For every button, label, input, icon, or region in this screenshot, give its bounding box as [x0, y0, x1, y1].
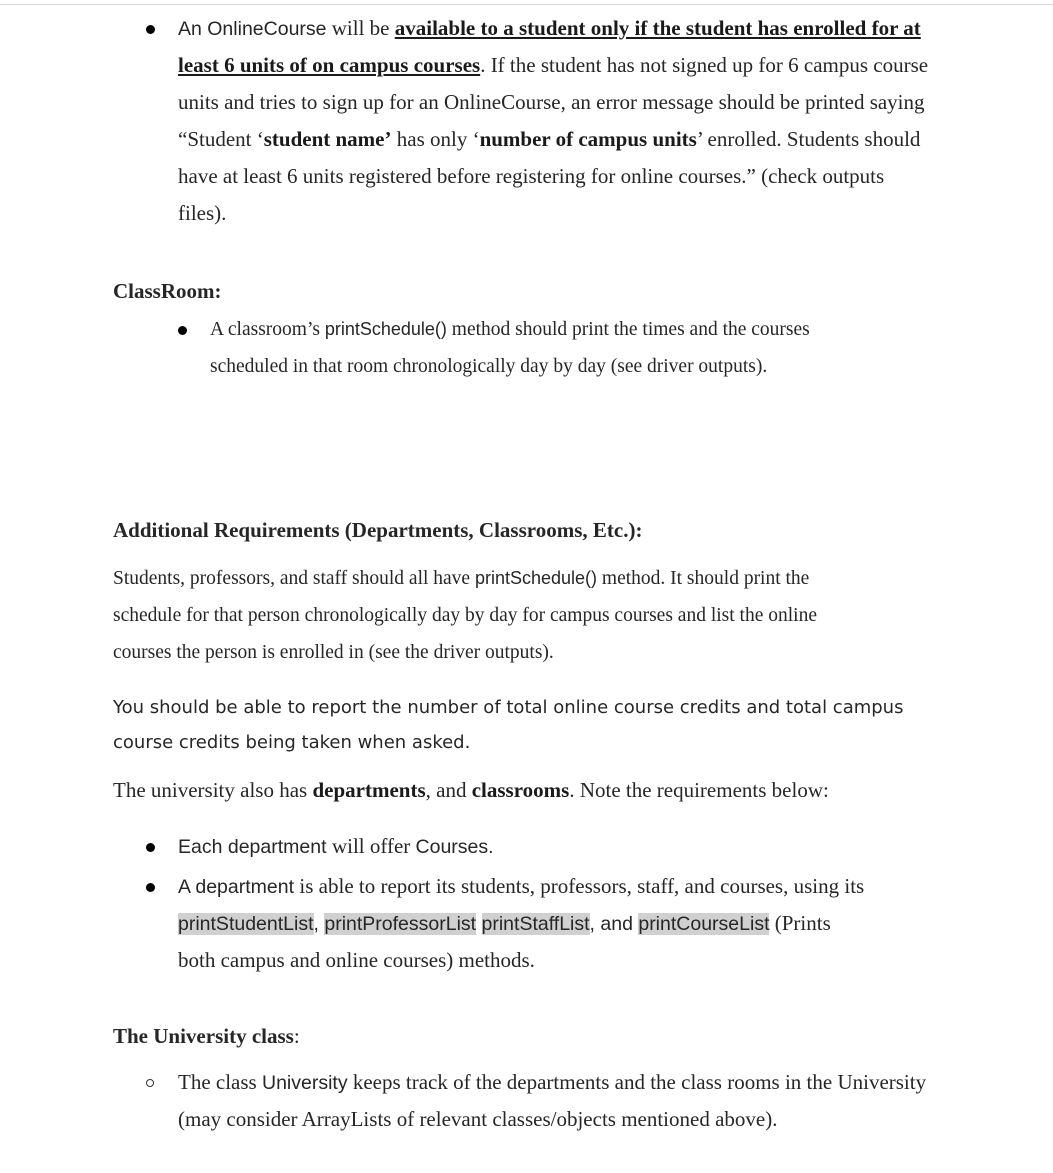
method-print-schedule: printSchedule() — [474, 568, 598, 588]
top-divider — [0, 4, 1053, 5]
classroom-bullet-text — [210, 311, 810, 385]
additional-paragraph-2 — [113, 690, 903, 760]
hollow-bullet — [146, 1079, 154, 1087]
additional-paragraph-1 — [113, 560, 817, 671]
online-course-bullet-text — [178, 10, 928, 232]
classroom-heading: ClassRoom: — [113, 279, 222, 303]
additional-requirements-heading: Additional Requirements (Departments, Classrooms, Etc.): — [113, 518, 643, 542]
university-class-heading: The University class: — [113, 1024, 300, 1048]
text-line: You should be able to report the number of total online course credits and total campus — [113, 697, 904, 718]
class-name-online-course: An OnlineCourse — [178, 18, 327, 40]
text-line: (may consider ArrayLists of relevant classes/objects mentioned above). — [178, 1107, 778, 1131]
text-line: Students, professors, and staff should all have printSchedule() method. It should print the — [113, 568, 810, 589]
bullet-dot — [146, 883, 155, 892]
placeholder-campus-units: number of campus units — [479, 127, 697, 151]
bullet-dot — [146, 843, 155, 852]
emphasis-requirement: least 6 units of on campus courses — [178, 53, 481, 77]
university-bullet-text — [178, 1064, 926, 1138]
text-line: scheduled in that room chronologically day by day (see driver outputs). — [210, 356, 768, 377]
text-line: “Student ‘student name’ has only ‘number of campus units’ enrolled. Students should — [178, 127, 921, 151]
text-line: have at least 6 units registered before registering for online courses.” (check outputs — [178, 164, 885, 188]
text-line: courses the person is enrolled in (see the driver outputs). — [113, 642, 554, 663]
text-line: An OnlineCourse will be available to a student only if the student has enrolled for at — [178, 16, 921, 40]
method-print-professor-list: printProfessorList — [324, 913, 477, 935]
method-print-staff-list: printStaffList — [481, 913, 590, 935]
text-line: The university also has departments, and classrooms. Note the requirements below: — [113, 778, 829, 802]
placeholder-student-name: student name’ — [263, 127, 392, 151]
text-line: both campus and online courses) methods. — [178, 948, 535, 972]
method-print-course-list: printCourseList — [638, 913, 770, 935]
text-line: least 6 units of on campus courses. If the student has not signed up for 6 campus course — [178, 53, 929, 77]
text-line: files). — [178, 201, 227, 225]
class-name-university: University — [261, 1072, 348, 1094]
bullet-dot — [178, 326, 187, 335]
text-line: A classroom’s printSchedule() method should print the times and the courses — [210, 319, 810, 340]
bullet-dot — [146, 25, 155, 34]
method-print-schedule: printSchedule() — [324, 319, 447, 339]
department-bullet-2 — [178, 868, 864, 979]
method-print-student-list: printStudentList — [178, 913, 314, 935]
emphasis-requirement: available to a student only if the student has enrolled for at — [394, 16, 921, 40]
text-line: printStudentList, printProfessorList printStaffList, and printCourseList (Prints — [178, 911, 831, 935]
text-line: The class University keeps track of the departments and the class rooms in the University — [178, 1070, 927, 1094]
text-line: schedule for that person chronologically day by day for campus courses and list the online — [113, 605, 817, 626]
department-bullet-1 — [178, 828, 494, 865]
text-line: A department is able to report its students, professors, staff, and courses, using its — [178, 874, 865, 898]
additional-paragraph-3 — [113, 772, 829, 809]
text-line: Each department will offer Courses. — [178, 834, 494, 858]
text-line: course credits being taken when asked. — [113, 732, 471, 753]
text-line: units and tries to sign up for an OnlineCourse, an error message should be printed saying — [178, 90, 925, 114]
